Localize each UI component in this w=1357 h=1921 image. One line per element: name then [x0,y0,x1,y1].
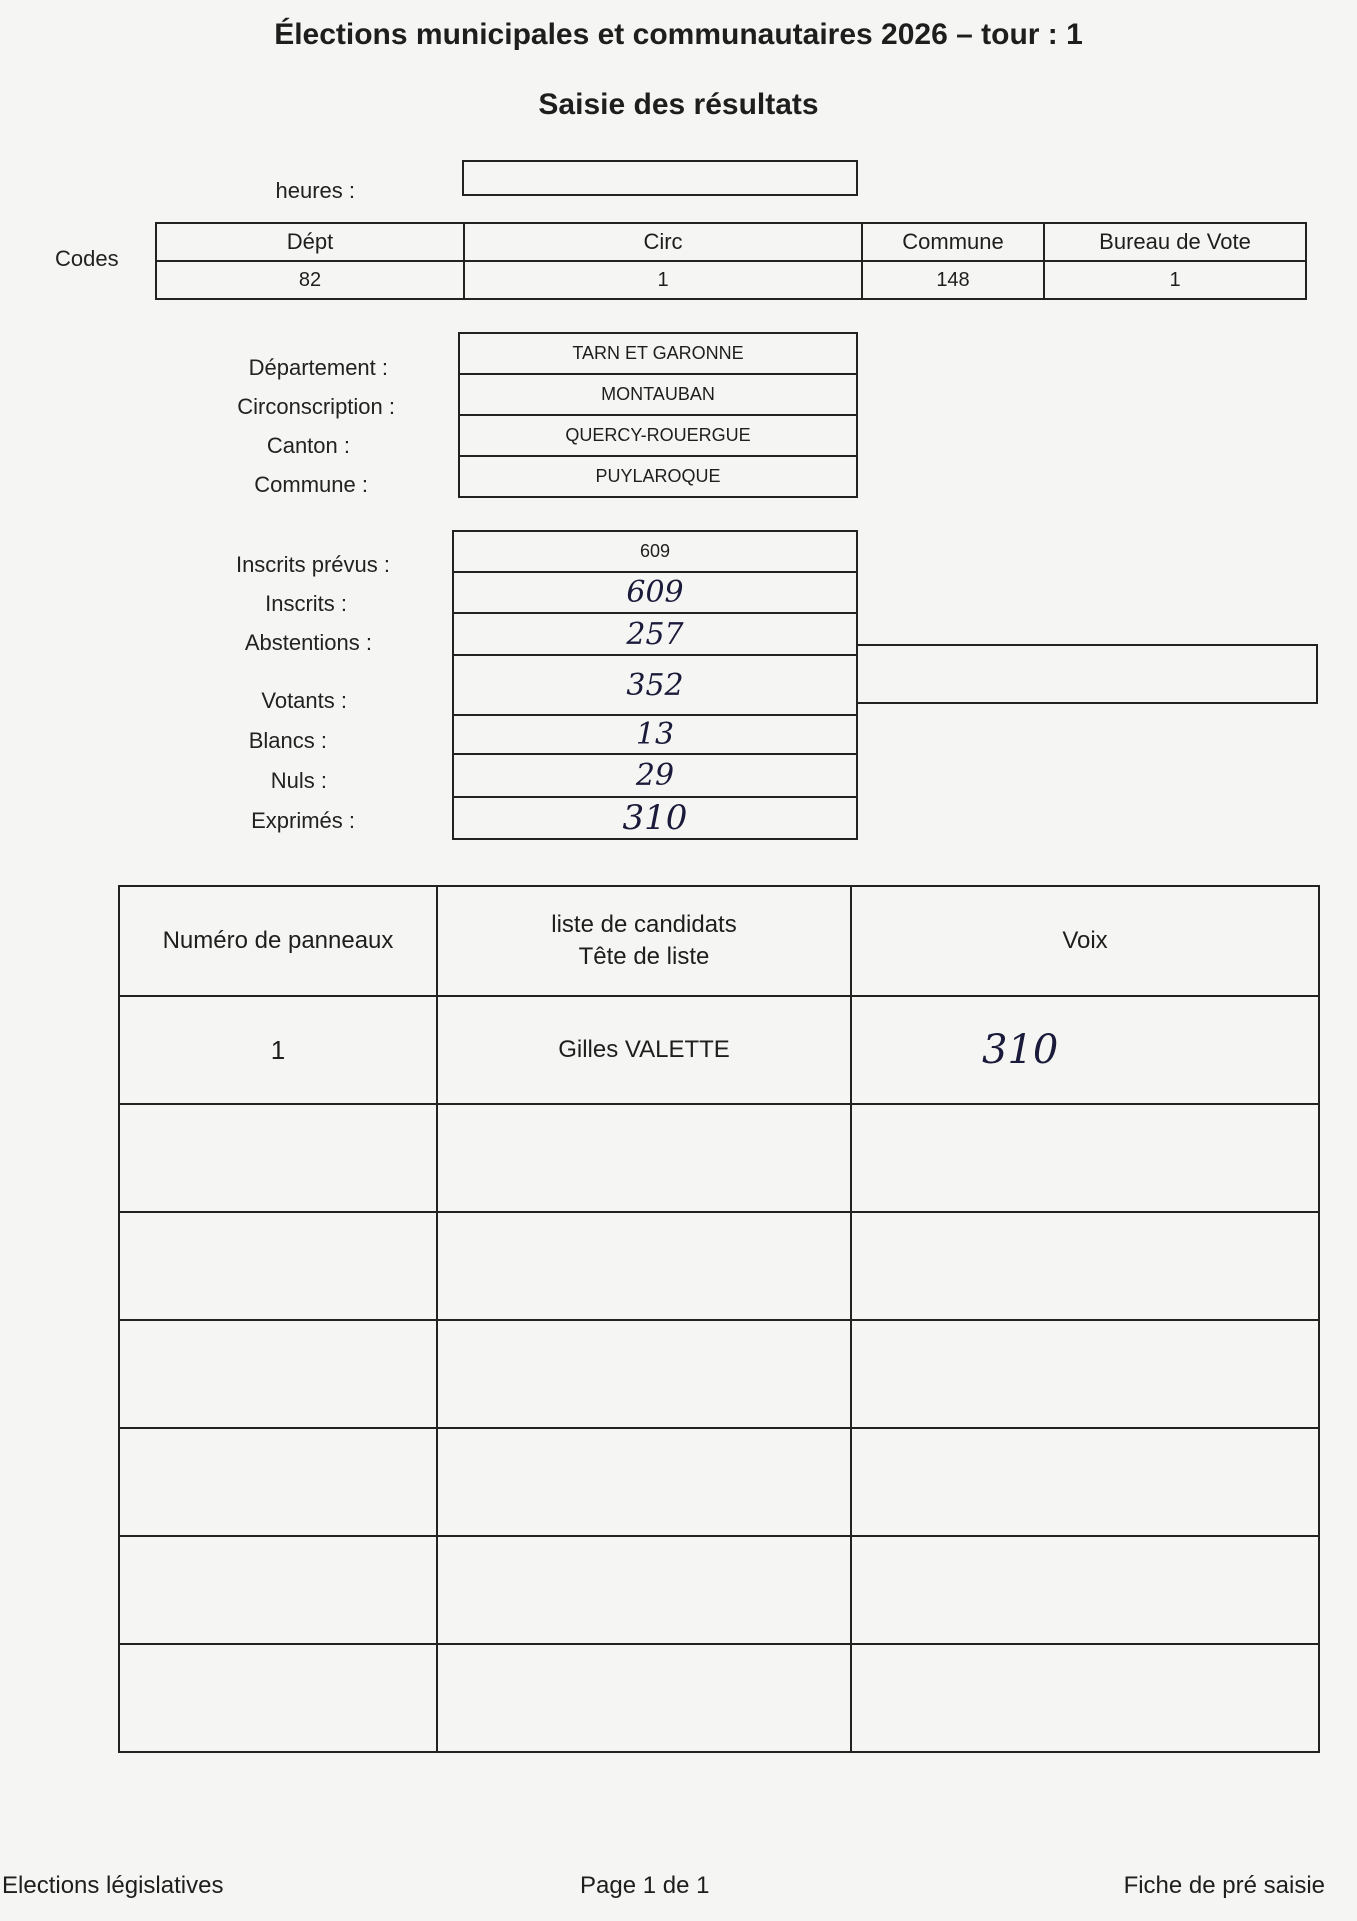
header-tete-de-liste: Tête de liste [578,943,710,970]
candidat-cell [437,1428,851,1536]
voix-cell[interactable]: 310 [851,996,1319,1104]
heures-field[interactable] [462,160,858,196]
codes-value-dept: 82 [156,261,464,299]
blancs-label: Blancs : [248,728,327,753]
inscrits-value[interactable]: 609 [453,572,857,613]
panneau-cell [119,1644,437,1752]
table-row [119,996,1319,1104]
circonscription-label: Circonscription : [237,394,395,419]
voix-cell[interactable] [851,1212,1319,1320]
inscrits-prevus-label: Inscrits prévus : [235,552,390,577]
votants-side-box [856,644,1318,704]
candidat-cell [437,1536,851,1644]
inscrits-prevus-value: 609 [453,531,857,572]
candidat-cell [437,1320,851,1428]
voix-cell[interactable] [851,1536,1319,1644]
exprimes-value[interactable]: 310 [453,797,857,839]
codes-header-bureau: Bureau de Vote [1044,223,1306,261]
codes-table [155,222,1307,300]
panneau-cell [119,1104,437,1212]
footer-page-number: Page 1 de 1 [580,1872,710,1899]
commune-value: PUYLAROQUE [459,456,857,497]
panneau-cell [119,1536,437,1644]
votants-value[interactable]: 352 [453,655,857,715]
footer-left: Elections législatives [2,1872,224,1899]
codes-value-bureau: 1 [1044,261,1306,299]
footer-right: Fiche de pré saisie [1123,1872,1325,1899]
abstentions-value[interactable]: 257 [453,613,857,655]
panneau-cell [119,1212,437,1320]
candidat-cell [437,1644,851,1752]
candidat-cell [437,1212,851,1320]
table-row [119,1320,1319,1428]
table-row [119,1104,1319,1212]
panneau-cell [119,1320,437,1428]
nuls-label: Nuls : [270,768,327,793]
codes-header-commune: Commune [862,223,1044,261]
departement-label: Département : [248,355,388,380]
codes-header-dept: Dépt [156,223,464,261]
codes-value-circ: 1 [464,261,862,299]
header-liste-candidats: liste de candidats [551,911,737,938]
table-row [119,1644,1319,1752]
exprimes-label: Exprimés : [251,808,355,833]
page-subtitle: Saisie des résultats [538,88,819,121]
results-table [118,885,1320,1753]
table-row [119,1212,1319,1320]
location-table [458,332,858,498]
header-candidats [437,886,851,996]
header-voix: Voix [851,886,1319,996]
voix-cell[interactable] [851,1320,1319,1428]
canton-value: QUERCY-ROUERGUE [459,415,857,456]
header-numero-panneaux: Numéro de panneaux [119,886,437,996]
voix-cell[interactable] [851,1644,1319,1752]
table-row [119,1428,1319,1536]
page-title: Élections municipales et communautaires 2026 – tour : 1 [274,18,1083,51]
blancs-value[interactable]: 13 [453,715,857,754]
voix-cell[interactable] [851,1104,1319,1212]
nuls-value[interactable]: 29 [453,754,857,797]
panneau-cell: 1 [119,996,437,1104]
heures-label: heures : [275,178,355,203]
table-row [119,1536,1319,1644]
inscrits-label: Inscrits : [265,591,347,616]
circonscription-value: MONTAUBAN [459,374,857,415]
panneau-cell [119,1428,437,1536]
codes-label: Codes [55,246,119,271]
commune-label: Commune : [254,472,368,497]
votants-label: Votants : [261,688,347,713]
codes-value-commune: 148 [862,261,1044,299]
canton-label: Canton : [266,433,350,458]
departement-value: TARN ET GARONNE [459,333,857,374]
candidat-cell: Gilles VALETTE [437,996,851,1104]
counts-table [452,530,858,840]
codes-header-circ: Circ [464,223,862,261]
candidat-cell [437,1104,851,1212]
abstentions-label: Abstentions : [244,630,372,655]
voix-cell[interactable] [851,1428,1319,1536]
